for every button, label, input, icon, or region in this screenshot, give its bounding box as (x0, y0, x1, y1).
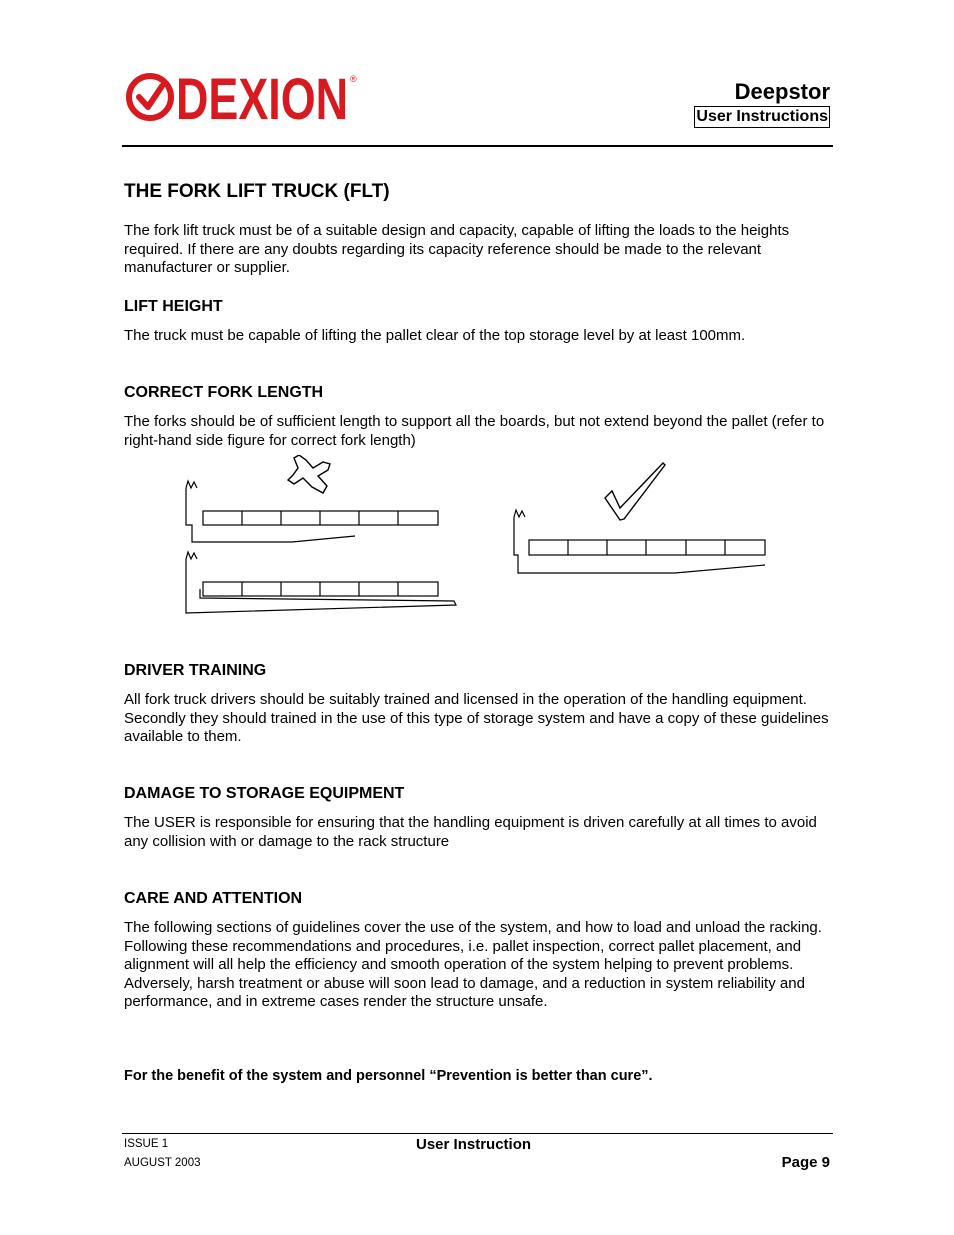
heading-correct-fork-length: CORRECT FORK LENGTH (124, 384, 324, 401)
care-paragraph-2: Following these recommendations and procedures, i.e. pallet inspection, correct pallet placement, and alignment will all help the efficiency and smooth operation of the system helping to prevent problems. (124, 937, 802, 973)
driver-training-body: All fork truck drivers should be suitably trained and licensed in the operation of the handling equipment. Secondly they should trained in the use of this type of storage system and have a copy of these guidelines available to them. (124, 691, 829, 745)
svg-text:®: ® (350, 74, 357, 84)
fork-length-figure (180, 455, 780, 625)
page-number: Page 9 (781, 1154, 830, 1171)
lift-height-body: The truck must be capable of lifting the pallet clear of the top storage level by at least 100mm. (124, 327, 746, 344)
closing-statement: For the benefit of the system and personnel “Prevention is better than cure”. (124, 1068, 653, 1084)
care-and-attention-body (124, 919, 836, 1012)
heading-lift-height: LIFT HEIGHT (124, 298, 223, 315)
heading-damage-to-storage: DAMAGE TO STORAGE EQUIPMENT (124, 785, 405, 802)
care-paragraph-3: Adversely, harsh treatment or abuse will soon lead to damage, and a reduction in system reliability and performance, and in extreme cases render the structure unsafe. (124, 974, 805, 1010)
footer-divider (122, 1133, 833, 1134)
document-title: Deepstor (734, 79, 830, 104)
cross-mark-icon (288, 455, 330, 493)
logo-text: DEXION (176, 70, 348, 124)
incorrect-short-fork-diagram (186, 481, 438, 542)
footer-center-label: User Instruction (416, 1136, 532, 1153)
correct-fork-diagram (514, 510, 765, 573)
dexion-logo (126, 70, 366, 124)
document-subtitle: User Instructions (694, 106, 830, 128)
heading-driver-training: DRIVER TRAINING (124, 662, 267, 679)
incorrect-long-fork-diagram (186, 552, 456, 613)
header-divider (122, 145, 833, 147)
care-paragraph-1: The following sections of guidelines cover the use of the system, and how to load and unload the racking. (124, 919, 822, 936)
heading-care-and-attention: CARE AND ATTENTION (124, 890, 303, 907)
check-mark-icon (605, 463, 665, 520)
intro-paragraph: The fork lift truck must be of a suitable design and capacity, capable of lifting the loads to the heights required. If there are any doubts regarding its capacity reference should be made to the relevant manufacturer or supplier. (124, 222, 790, 276)
damage-to-storage-body: The USER is responsible for ensuring that the handling equipment is driven carefully at all times to avoid any collision with or damage to the rack structure (124, 814, 817, 850)
footer-issue: ISSUE 1 (124, 1138, 169, 1150)
footer-date: AUGUST 2003 (124, 1157, 201, 1169)
page-title: THE FORK LIFT TRUCK (FLT) (124, 181, 390, 202)
correct-fork-length-body: The forks should be of sufficient length to support all the boards, but not extend beyond the pallet (refer to right-hand side figure for correct fork length) (124, 413, 825, 449)
